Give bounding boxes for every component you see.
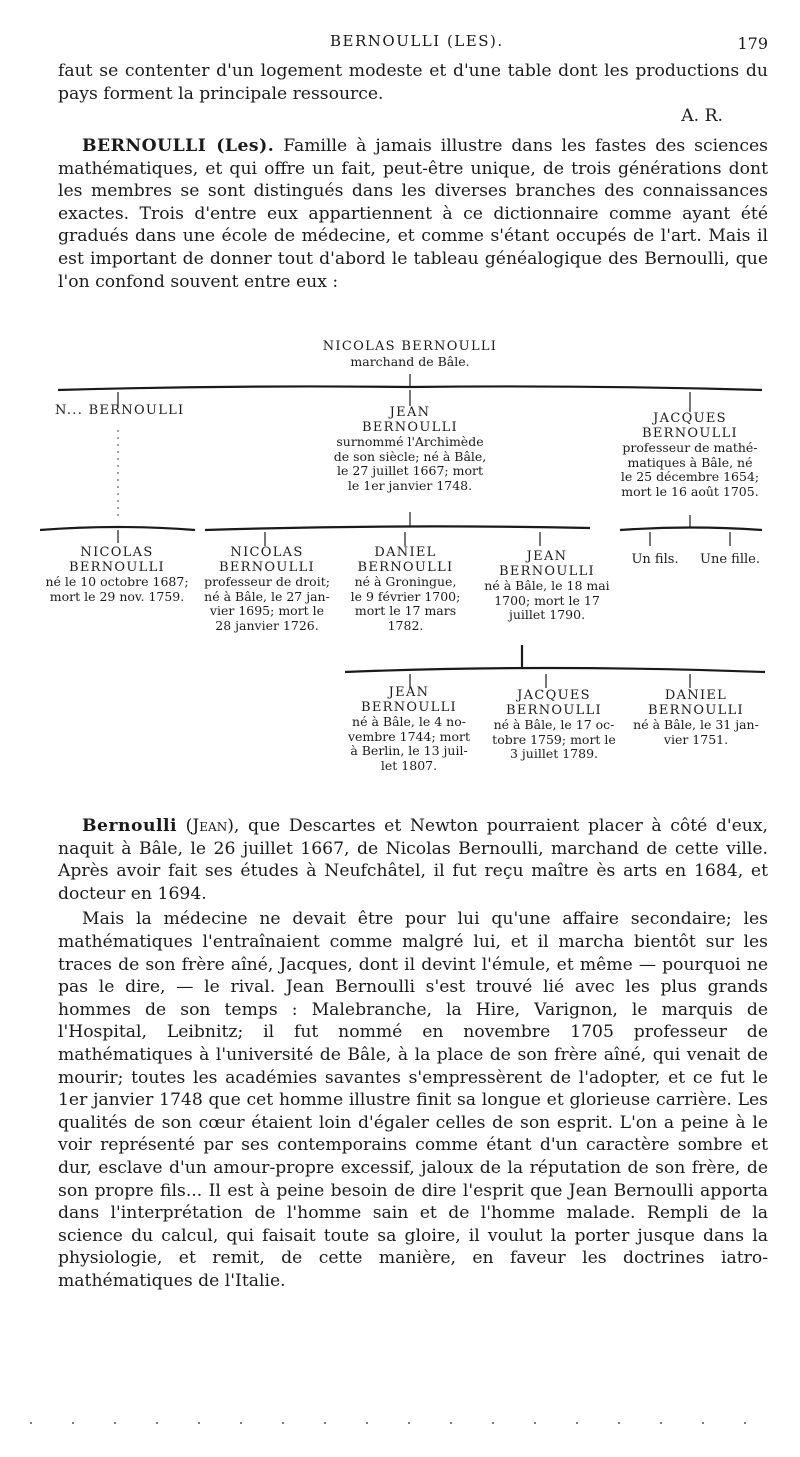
node-name: N... BERNOULLI (55, 403, 185, 418)
node-name-2: BERNOULLI (357, 559, 454, 575)
intro-text: faut se contenter d'un logement modeste et d'une table dont les productions du pays forment la principale ressource. (58, 61, 768, 104)
node-desc-line: mort le 29 nov. 1759. (49, 588, 185, 604)
node-name-2: BERNOULLI (362, 419, 458, 435)
node-desc-line: professeur de mathé- (622, 440, 758, 456)
node-desc-line: né à Bâle, le 31 jan- (633, 717, 759, 733)
article-heading: Bernoulli (82, 816, 178, 836)
article-p1-text: que Descartes et Newton pourraient placer à côté d'eux, naquit à Bâle, le 26 juillet 1667, de Nicolas Bernoulli, marchand de cette ville. Après avoir fait ses études à Neufchâtel, il fut reçu maître ès arts en 1684, et docteur en 1694. (58, 816, 769, 904)
intro-signature: A. R. (681, 106, 723, 127)
tree-node-nicolas-1687 (42, 546, 192, 604)
node-name: NICOLAS BERNOULLI (322, 339, 498, 354)
tree-node-daniel-1751 (626, 689, 766, 747)
node-desc-line: le 27 juillet 1667; mort (337, 463, 483, 479)
node-desc-line: né à Bâle, le 18 mai (484, 578, 610, 594)
node-desc-line: mort le 16 août 1705. (621, 483, 759, 499)
node-desc-line: vier 1695; mort le (209, 603, 325, 619)
tree-node-nicolas-1695 (198, 546, 336, 634)
node-desc-line: let 1807. (380, 757, 438, 773)
node-name-2: BERNOULLI (361, 699, 457, 715)
entry-paragraph (58, 135, 768, 293)
node-desc-line: le 9 février 1700; (350, 588, 461, 604)
node-name: DANIEL (664, 688, 728, 703)
node-name: JACQUES (517, 688, 591, 703)
node-desc-line: né le 10 octobre 1687; (45, 574, 189, 590)
node-name-2: BERNOULLI (506, 702, 602, 718)
page-number: 179 (737, 34, 768, 53)
running-title: BERNOULLI (LES). (330, 32, 504, 50)
article-body (58, 815, 768, 1292)
tree-node-jean-1667 (315, 406, 505, 494)
node-name-2: BERNOULLI (69, 559, 165, 575)
footer-rule (30, 1420, 770, 1426)
tree-node-un-fils (625, 553, 685, 568)
node-desc-line: vier 1751. (663, 731, 729, 747)
tree-node-jacques-1759 (484, 689, 624, 762)
node-desc-line: tobre 1759; mort le (492, 731, 616, 747)
node-name: NICOLAS (230, 545, 304, 560)
node-name: Un fils. (631, 552, 679, 567)
tree-node-jean-1744 (336, 686, 482, 774)
node-desc-line: le 25 décembre 1654; (620, 469, 760, 485)
node-desc-line: né à Bâle, le 17 oc- (493, 717, 615, 733)
node-name-2: BERNOULLI (499, 563, 595, 579)
tree-node-n-bernoulli (55, 404, 190, 419)
node-desc-line: de son siècle; né à Bâle, (333, 448, 487, 464)
node-name: JACQUES (653, 411, 727, 426)
node-desc: marchand de Bâle. (350, 353, 470, 369)
entry-text: Famille à jamais illustre dans les fastes des sciences mathématiques, et qui offre un fait, peut-être unique, de trois générations dont les membres se sont distingués dans les diverses branches des connaissances exactes. Trois d'entre eux appartiennent à ce dictionnaire comme ayant été gradués dans une école de médecine, et comme s'étant occupés de l'art. Mais il est important de donner tout d'abord le tableau généalogique des Bernoulli, que l'on confond souvent entre eux : (58, 136, 768, 292)
node-desc-line: mort le 17 mars (354, 603, 457, 619)
running-header (0, 32, 800, 56)
node-name-2: BERNOULLI (642, 425, 738, 441)
node-desc-line: professeur de droit; (204, 574, 330, 590)
tree-node-jean-1710 (478, 550, 616, 623)
tree-node-root (290, 340, 530, 369)
tree-node-daniel-1700 (338, 546, 473, 634)
node-desc-line: juillet 1790. (508, 607, 586, 623)
node-name: JEAN (526, 549, 568, 564)
article-subject: (Jean), (185, 816, 240, 836)
node-desc-line: surnommé l'Archimède (336, 434, 484, 450)
article-paragraph-2: Mais la médecine ne devait être pour lui qu'une affaire secondaire; les mathématiques l'entraînaient comme malgré lui, et il marcha bientôt sur les traces de son frère aîné, Jacques, dont il devint l'émule, et même — pourquoi ne pas le dire, — le rival. Jean Bernoulli s'est trouvé lié avec les plus grands hommes de son temps : Malebranche, la Hire, Varignon, le marquis de l'Hospital, Leibnitz; il fut nommé en novembre 1705 professeur de mathématiques à l'université de Bâle, à la place de son frère aîné, qui venait de mourir; toutes les académies savantes s'empressèrent de l'adopter, et ce fut le 1er janvier 1748 que cet homme illustre finit sa longue et glorieuse carrière. Les qualités de son cœur étaient loin d'égaler celles de son esprit. L'on a peine à le voir représenté par ses contemporains comme étant d'un caractère sombre et dur, esclave d'un amour-propre excessif, jaloux de la réputation de son frère, de son propre fils... Il est à peine besoin de dire l'esprit que Jean Bernoulli apporta dans l'interprétation de l'homme sain et de l'homme malade. Rempli de la science du calcul, qui faisait toute sa gloire, il voulut la porter jusque dans la physiologie, et remit, de cette manière, en faveur les doctrines iatro-mathématiques de l'Italie. (58, 909, 768, 1291)
node-name: JEAN (388, 685, 430, 700)
article-paragraph-1 (58, 815, 768, 905)
node-desc-line: à Berlin, le 13 juil- (350, 743, 468, 759)
genealogy-tree (0, 330, 800, 800)
entry-heading: BERNOULLI (Les). (82, 136, 275, 156)
node-desc-line: 3 juillet 1789. (509, 746, 599, 762)
tree-node-une-fille (695, 553, 765, 568)
node-desc-line: 1700; mort le 17 (494, 592, 600, 608)
node-desc-line: né à Bâle, le 27 jan- (204, 588, 330, 604)
node-desc-line: né à Bâle, le 4 no- (352, 714, 466, 730)
intro-paragraph (58, 60, 768, 128)
node-name: Une fille. (700, 552, 760, 567)
node-name-2: BERNOULLI (219, 559, 315, 575)
node-name: DANIEL (374, 545, 437, 560)
node-desc-line: né à Groningue, (354, 574, 457, 590)
node-desc-line: vembre 1744; mort (347, 728, 471, 744)
node-desc-line: 1782. (387, 617, 424, 633)
node-name-2: BERNOULLI (648, 702, 744, 718)
node-desc-line: matiques à Bâle, né (627, 454, 753, 470)
node-desc-line: 28 janvier 1726. (215, 617, 319, 633)
node-name: JEAN (389, 405, 431, 420)
node-name: NICOLAS (80, 545, 154, 560)
tree-node-jacques-1654 (610, 412, 770, 500)
node-desc-line: le 1er janvier 1748. (347, 477, 473, 493)
